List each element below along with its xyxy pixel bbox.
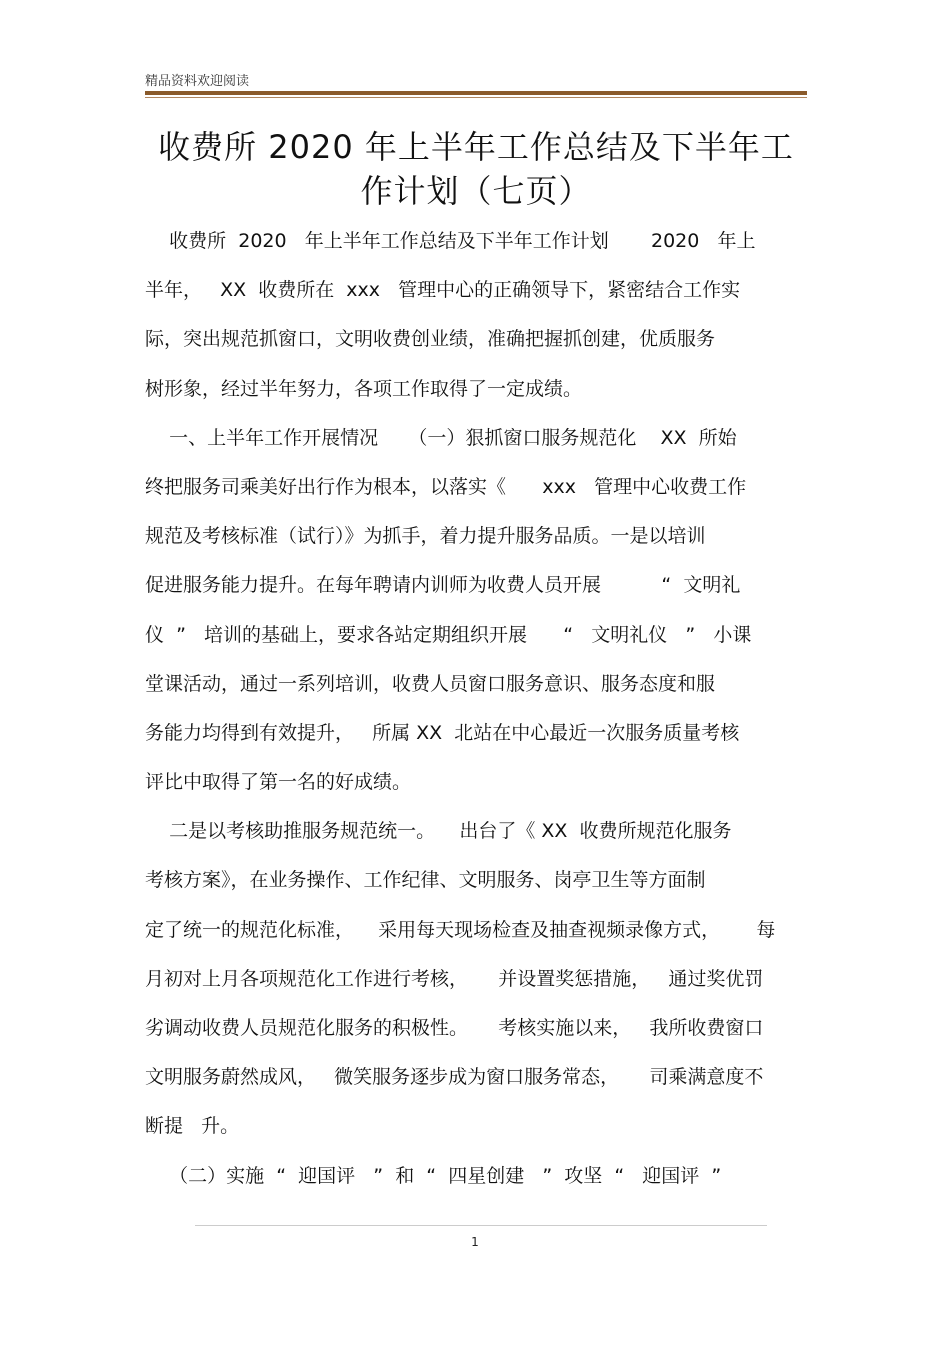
page-header-text: 精品资料欢迎阅读: [145, 74, 250, 89]
document-title: [145, 125, 807, 213]
body-line: 半年， XX 收费所在 xxx 管理中心的正确领导下，紧密结合工作实: [145, 279, 741, 302]
body-line: （二）实施 “ 迎国评 ” 和 “ 四星创建 ” 攻坚 “ 迎国评 ”: [145, 1164, 722, 1187]
body-line: 二是以考核助推服务规范统一。 出台了《 XX 收费所规范化服务: [145, 820, 732, 843]
body-line: 收费所 2020 年上半年工作总结及下半年工作计划 2020 年上: [145, 230, 756, 252]
header-rule-thin: [145, 97, 807, 98]
body-line: 树形象，经过半年努力，各项工作取得了一定成绩。: [145, 377, 583, 400]
page-number: 1: [471, 1235, 479, 1249]
body-line: 规范及考核标准（试行）》为抓手，着力提升服务品质。一是以培训: [145, 525, 706, 548]
document-title-line: 收费所 2020 年上半年工作总结及下半年工: [158, 128, 794, 166]
body-line: 文明服务蔚然成风， 微笑服务逐步成为窗口服务常态， 司乘满意度不: [145, 1066, 764, 1089]
document-body: [145, 226, 807, 1210]
body-line: 评比中取得了第一名的好成绩。: [145, 771, 412, 794]
body-line: 务能力均得到有效提升， 所属 XX 北站在中心最近一次服务质量考核: [145, 721, 740, 744]
body-line: 断提 升。: [145, 1115, 240, 1138]
body-line: 终把服务司乘美好出行作为根本，以落实《 xxx 管理中心收费工作: [145, 475, 747, 498]
body-line: 促进服务能力提升。在每年聘请内训师为收费人员开展 “ 文明礼: [145, 574, 741, 597]
body-line: 定了统一的规范化标准， 采用每天现场检查及抽查视频录像方式， 每: [145, 918, 776, 941]
body-line: 一、上半年工作开展情况 （一）狠抓窗口服务规范化 XX 所始: [145, 426, 737, 449]
footer-rule: [195, 1225, 767, 1226]
body-line: 仪 ” 培训的基础上，要求各站定期组织开展 “ 文明礼仪 ” 小课: [145, 623, 752, 646]
body-line: 月初对上月各项规范化工作进行考核， 并设置奖惩措施， 通过奖优罚: [145, 967, 764, 990]
body-line: 堂课活动，通过一系列培训，收费人员窗口服务意识、服务态度和服: [145, 672, 716, 695]
body-line: 考核方案》，在业务操作、工作纪律、文明服务、岗亭卫生等方面制: [145, 869, 706, 892]
body-line: 际，突出规范抓窗口，文明收费创业绩，准确把握抓创建，优质服务: [145, 328, 716, 351]
body-line: 劣调动收费人员规范化服务的积极性。 考核实施以来， 我所收费窗口: [145, 1017, 764, 1039]
document-title-line: 作计划（七页）: [360, 172, 592, 210]
header-rule-thick: [145, 91, 807, 95]
